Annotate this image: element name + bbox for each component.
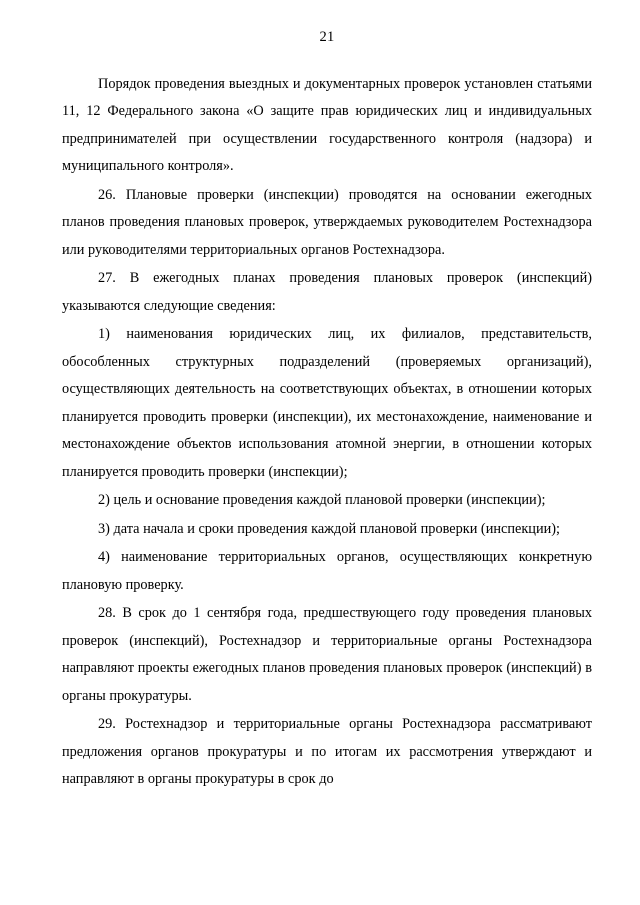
document-body bbox=[62, 71, 592, 794]
paragraph-27-item-4: 4) наименование территориальных органов, осуществляющих конкретную плановую проверку. bbox=[62, 549, 592, 593]
paragraph-28: 28. В срок до 1 сентября года, предшествующего году проведения плановых проверок (инспекций), Ростехнадзор и территориальные органы Ростехнадзора направляют проекты ежегодных планов проведения плановых проверок (инспекций) в органы прокуратуры. bbox=[62, 605, 592, 704]
paragraph-27-item-2: 2) цель и основание проведения каждой плановой проверки (инспекции); bbox=[98, 492, 546, 508]
paragraph-26: 26. Плановые проверки (инспекции) проводятся на основании ежегодных планов проведения плановых проверок, утверждаемых руководителем Ростехнадзора или руководителями территориальных органов Ростехнадзора. bbox=[62, 186, 592, 258]
paragraph-29: 29. Ростехнадзор и территориальные органы Ростехнадзора рассматривают предложения органов прокуратуры и по итогам их рассмотрения утверждают и направляют в органы прокуратуры в срок до bbox=[62, 716, 592, 787]
paragraph-27: 27. В ежегодных планах проведения плановых проверок (инспекций) указываются следующие сведения: bbox=[62, 270, 592, 314]
page-number: 21 bbox=[319, 29, 335, 45]
paragraph-intro: Порядок проведения выездных и документарных проверок установлен статьями 11, 12 Федерального закона «О защите прав юридических лиц и индивидуальных предпринимателей при осуществлении государственного контроля (надзора) и муниципального контроля». bbox=[62, 75, 592, 174]
paragraph-27-item-3: 3) дата начала и сроки проведения каждой плановой проверки (инспекции); bbox=[98, 520, 560, 537]
paragraph-27-item-1: 1) наименования юридических лиц, их филиалов, представительств, обособленных структурных подразделений (проверяемых организаций), осуществляющих деятельность на соответствующих объектах, в отношении которых планируется проводить проверки (инспекции), их местонахождение, наименование и местонахождение объектов использования атомной энергии, в отношении которых планируется проводить проверки (инспекции); bbox=[62, 326, 592, 480]
